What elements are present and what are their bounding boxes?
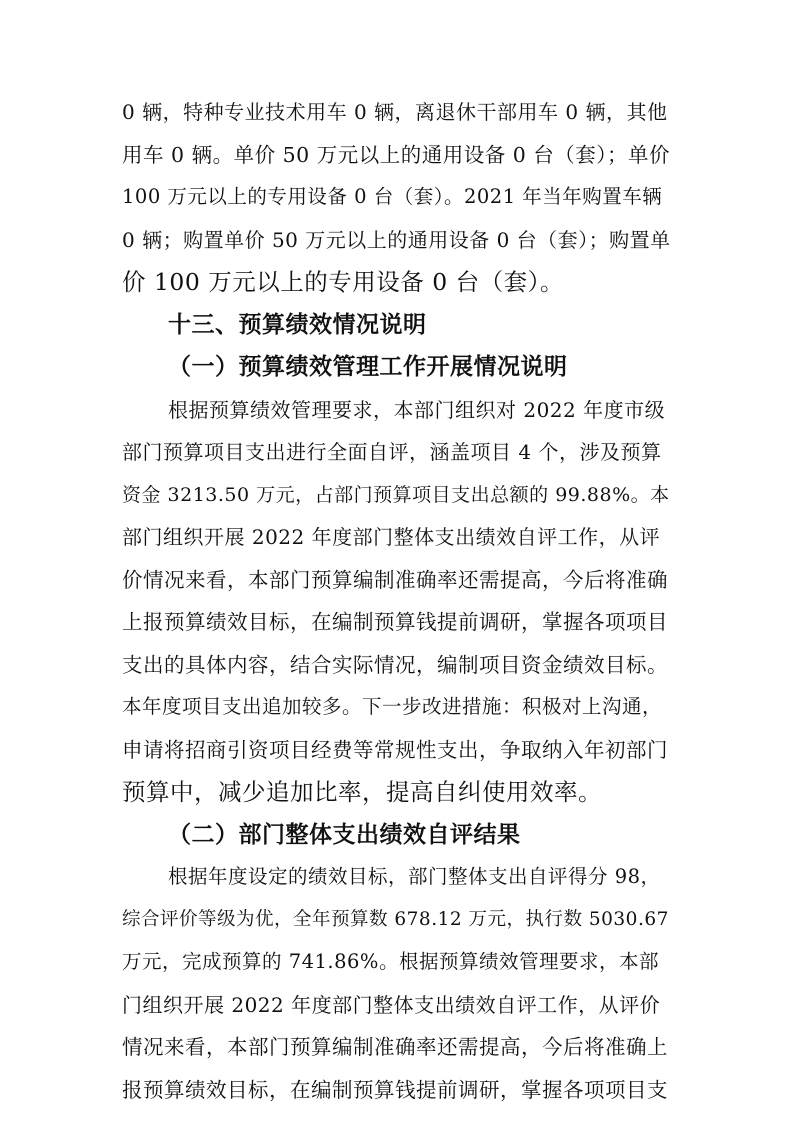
body-text-line: 本年度项目支出追加较多。下一步改进措施：积极对上沟通， [122, 695, 663, 718]
body-text-line: 部门预算项目支出进行全面自评，涵盖项目 4 个，涉及预算 [122, 440, 662, 464]
body-text-line: 部门组织开展 2022 年度部门整体支出绩效自评工作，从评 [122, 525, 661, 549]
body-text-line: 用车 0 辆。单价 50 万元以上的通用设备 0 台（套）；单价 [122, 143, 671, 167]
body-text-line: 价情况来看，本部门预算编制准确率还需提高，今后将准确 [122, 568, 668, 592]
body-text-line: 申请将招商引资项目经费等常规性支出，争取纳入年初部门 [122, 738, 668, 762]
body-text-line: 根据年度设定的绩效目标，部门整体支出自评得分 98， [168, 865, 661, 888]
body-text-line: 预算中，减少追加比率，提高自纠使用效率。 [122, 778, 602, 806]
body-text-line: 门组织开展 2022 年度部门整体支出绩效自评工作，从评价 [122, 993, 661, 1017]
body-text-line: 资金 3213.50 万元，占部门预算项目支出总额的 99.88%。本 [122, 484, 670, 506]
subsection-heading: （二）部门整体支出绩效自评结果 [168, 821, 521, 848]
body-text-line: 上报预算绩效目标，在编制预算钱提前调研，掌握各项项目 [122, 610, 668, 634]
body-text-line: 报预算绩效目标，在编制预算钱提前调研，掌握各项项目支 [122, 1078, 668, 1102]
body-text-line: 万元，完成预算的 741.86%。根据预算绩效管理要求，本部 [122, 950, 659, 973]
body-text-line: 支出的具体内容，结合实际情况，编制项目资金绩效目标。 [122, 653, 668, 677]
body-text-line: 0 辆，特种专业技术用车 0 辆，离退休干部用车 0 辆，其他 [122, 100, 668, 124]
body-text-line: 100 万元以上的专用设备 0 台（套）。2021 年当年购置车辆 [122, 185, 663, 208]
section-heading: 十三、预算绩效情况说明 [168, 312, 427, 338]
body-text-line: 价 100 万元以上的专用设备 0 台（套）。 [122, 268, 564, 296]
subsection-heading: （一）预算绩效管理工作开展情况说明 [168, 353, 568, 380]
body-text-line: 综合评价等级为优，全年预算数 678.12 万元，执行数 5030.67 [122, 909, 669, 930]
body-text-line: 根据预算绩效管理要求，本部门组织对 2022 年度市级 [168, 398, 666, 422]
body-text-line: 0 辆；购置单价 50 万元以上的通用设备 0 台（套）；购置单 [122, 228, 671, 252]
body-text-line: 情况来看，本部门预算编制准确率还需提高，今后将准确上 [122, 1035, 668, 1059]
